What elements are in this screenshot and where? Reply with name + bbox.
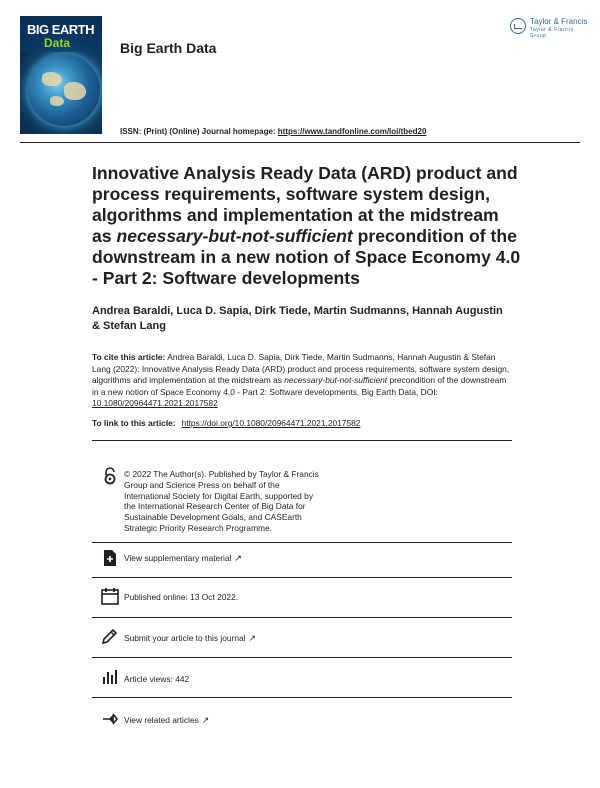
link-label: To link to this article: bbox=[92, 418, 176, 428]
article-doi-link[interactable]: https://doi.org/10.1080/20964471.2021.2017582 bbox=[181, 418, 361, 428]
publisher-name: Taylor & Francis bbox=[530, 17, 588, 26]
article-views: Article views: 442 bbox=[124, 674, 190, 684]
submit-row[interactable] bbox=[92, 626, 512, 648]
publisher-tagline: Taylor & Francis Group bbox=[530, 27, 574, 39]
related-row[interactable] bbox=[92, 709, 512, 731]
license-text: © 2022 The Author(s). Published by Taylor & Francis Group and Science Press on behalf of the International Society for Digital Earth, supported by the International Research Center of Big Data for Sustainable Development Goals, and CASEarth Strategic Priority Research Programme. bbox=[124, 469, 319, 533]
supplementary-row[interactable] bbox=[92, 548, 512, 570]
earth-globe bbox=[28, 54, 100, 126]
article-authors: Andrea Baraldi, Luca D. Sapia, Dirk Tiede, Martin Sudmanns, Hannah Augustin & Stefan Lang bbox=[92, 305, 503, 332]
external-link-icon: ↗ bbox=[248, 633, 257, 643]
issn-line bbox=[120, 127, 426, 136]
published-date: Published online: 13 Oct 2022. bbox=[124, 592, 239, 602]
submit-article-link[interactable]: Submit your article to this journal bbox=[124, 633, 246, 643]
document-plus-icon bbox=[100, 548, 120, 568]
journal-title: Big Earth Data bbox=[120, 40, 217, 56]
citation-block: To cite this article: Andrea Baraldi, Luca D. Sapia, Dirk Tiede, Martin Sudmanns, Hannah Augustin & Stefan Lang (2022): Innovative Analysis Ready Data (ARD) product and process requirements, software system design, algorithms and implementation at the midstream as necessary-but-not-sufficient precondition of the downstream in a new notion of Space Economy 4.0 - Part 2: Software developments, Big Earth Data, DOI: 10.1080/20964471.2021.2017582 bbox=[92, 352, 510, 408]
bar-chart-icon bbox=[100, 667, 120, 687]
published-row bbox=[92, 586, 512, 608]
article-title: Innovative Analysis Ready Data (ARD) product and process requirements, software system design, algorithms and implementation at the midstream as necessary-but-not-sufficient precondition of the downstream in a new notion of Space Economy 4.0 - Part 2: Software developments bbox=[92, 163, 521, 288]
external-link-icon: ↗ bbox=[234, 553, 242, 563]
article-link-line bbox=[92, 418, 360, 428]
citation-label: To cite this article: bbox=[92, 352, 166, 362]
related-articles-icon bbox=[100, 709, 120, 729]
row-divider bbox=[92, 697, 512, 698]
calendar-icon bbox=[100, 586, 120, 606]
cover-subtitle: Data bbox=[44, 36, 71, 50]
open-access-lock-icon bbox=[100, 466, 120, 486]
supplementary-link[interactable]: View supplementary material bbox=[124, 553, 232, 563]
views-row bbox=[92, 667, 512, 689]
cover-title: BIG EARTH bbox=[27, 22, 94, 37]
journal-homepage-link[interactable]: https://www.tandfonline.com/loi/tbed20 bbox=[277, 127, 427, 136]
pencil-edit-icon bbox=[100, 626, 120, 646]
issn-label: ISSN: (Print) (Online) Journal homepage: bbox=[120, 127, 278, 136]
row-divider bbox=[92, 542, 512, 543]
related-articles-link[interactable]: View related articles bbox=[124, 715, 199, 725]
journal-cover-image bbox=[20, 16, 102, 134]
external-link-icon: ↗ bbox=[201, 715, 210, 725]
header-divider bbox=[20, 142, 580, 143]
taylor-francis-logo-icon bbox=[510, 18, 526, 34]
publisher-logo[interactable] bbox=[510, 16, 590, 38]
info-divider bbox=[92, 440, 512, 441]
row-divider bbox=[92, 657, 512, 658]
row-divider bbox=[92, 617, 512, 618]
license-row bbox=[92, 466, 512, 544]
citation-doi-link[interactable]: 10.1080/20964471.2021.2017582 bbox=[92, 398, 218, 408]
row-divider bbox=[92, 577, 512, 578]
